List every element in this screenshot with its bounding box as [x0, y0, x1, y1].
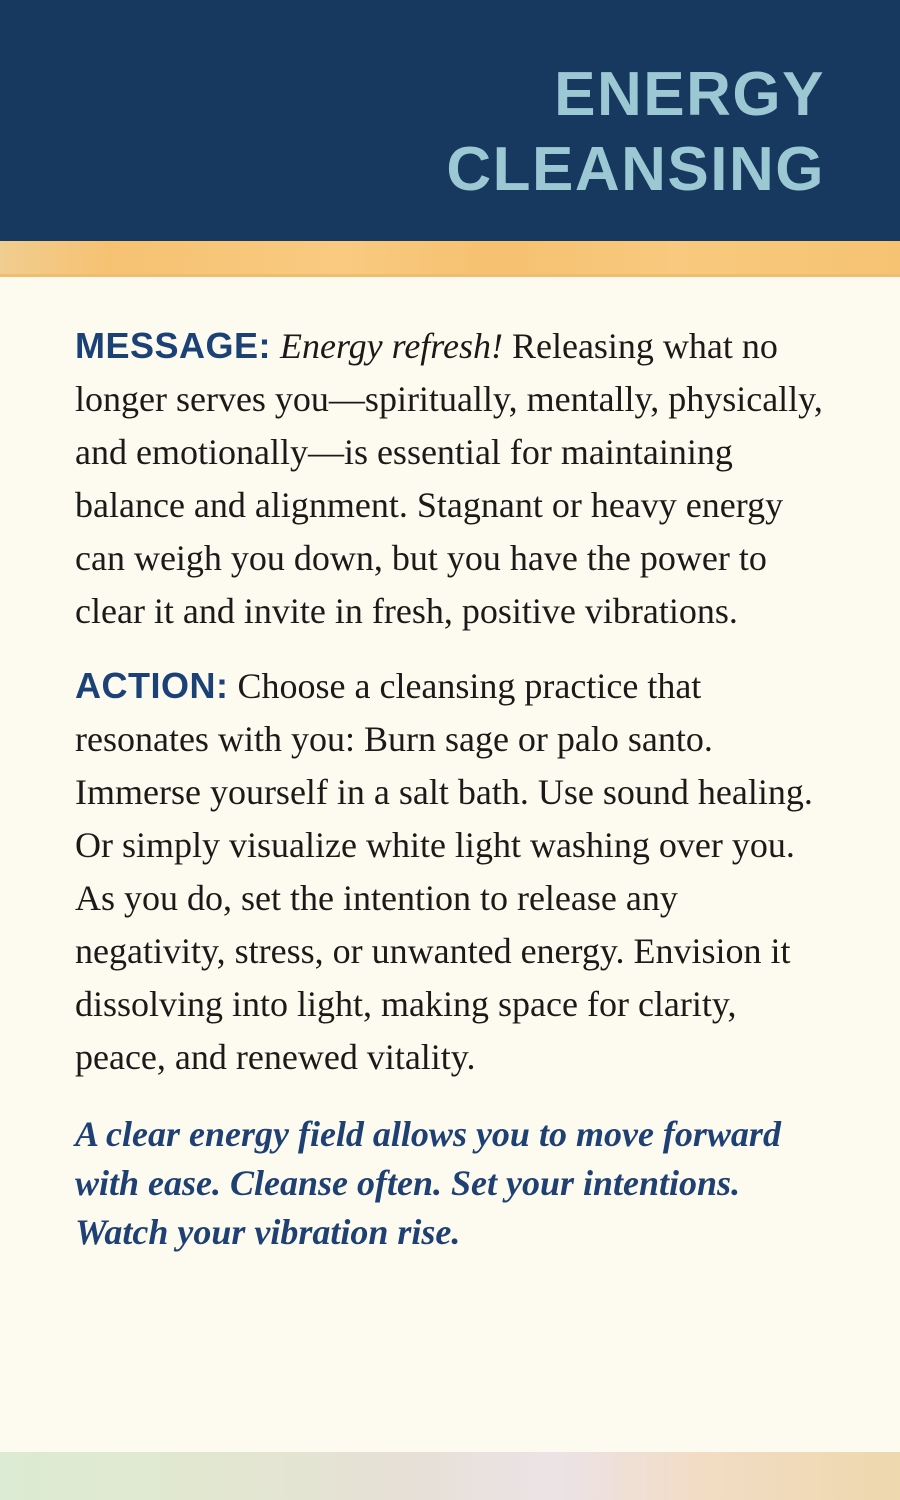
action-paragraph	[75, 659, 830, 1084]
message-label: MESSAGE:	[75, 325, 272, 366]
card-body	[0, 277, 900, 1257]
title-line-1: ENERGY	[554, 60, 825, 129]
bottom-gradient-band	[0, 1452, 900, 1500]
message-lead-italic: Energy refresh!	[280, 326, 503, 366]
action-label: ACTION:	[75, 665, 229, 706]
message-text: Releasing what no longer serves you—spiritually, mentally, physically, and emotionally—is essential for maintaining balance and alignment. Stagnant or heavy energy can weigh you down, but you have the power to clear it and invite in fresh, positive vibrations.	[75, 326, 823, 631]
page-title	[446, 57, 825, 207]
gold-stripe-divider	[0, 241, 900, 277]
action-text: Choose a cleansing practice that resonates with you: Burn sage or palo santo. Immerse yourself in a salt bath. Use sound healing. Or simply visualize white light washing over you. As you do, set the intention to release any negativity, stress, or unwanted energy. Envision it dissolving into light, making space for clarity, peace, and renewed vitality.	[75, 666, 813, 1077]
message-paragraph	[75, 319, 830, 638]
closing-paragraph: A clear energy field allows you to move forward with ease. Cleanse often. Set your intentions. Watch your vibration rise.	[75, 1114, 781, 1252]
card-header	[0, 0, 900, 241]
title-line-2: CLEANSING	[446, 135, 825, 204]
